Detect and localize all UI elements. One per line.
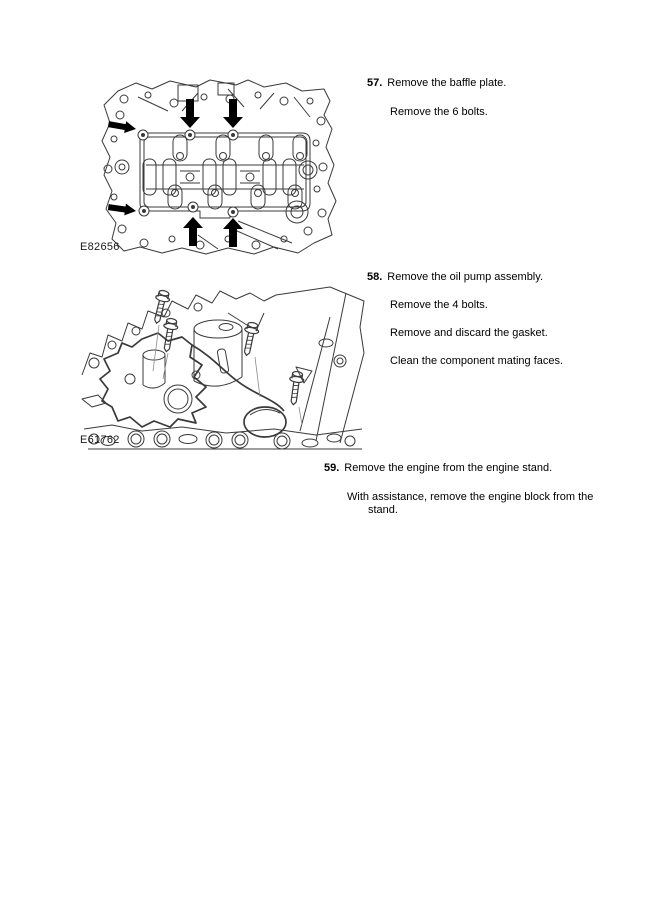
step-57 <box>367 77 653 119</box>
baffle-plate-illustration <box>78 77 340 258</box>
step-title-line <box>367 77 653 90</box>
bolt-icon <box>286 371 305 406</box>
arrow-right-icon <box>107 118 137 135</box>
step-substep: Remove the 6 bolts. <box>390 106 488 118</box>
step-59 <box>324 462 634 517</box>
pump-bolt-icons <box>150 289 305 406</box>
arrow-right-icon <box>107 201 136 217</box>
arrow-down-icon <box>223 99 243 128</box>
crankshaft-band <box>143 159 304 195</box>
bolt-leader-lines <box>153 325 302 425</box>
step-substep: Remove the 4 bolts. <box>390 299 488 311</box>
step-title: Remove the engine from the engine stand. <box>344 462 553 474</box>
step-number: 58. <box>367 271 383 283</box>
engine-block-outline <box>102 80 336 254</box>
step-substep: Clean the component mating faces. <box>390 355 564 367</box>
oil-pump-illustration <box>78 283 368 455</box>
step-title-line <box>324 462 634 475</box>
bolt-icon <box>240 321 261 357</box>
step-substep: Remove and discard the gasket. <box>390 327 548 339</box>
bolt-icon <box>159 317 179 352</box>
bearing-caps-row <box>84 425 362 449</box>
bolt-icon <box>150 289 172 325</box>
figure-oil-pump <box>78 283 368 455</box>
figure-label: E61762 <box>80 434 120 446</box>
baffle-plate <box>140 133 310 218</box>
figure-label: E82656 <box>80 241 120 253</box>
step-substep: With assistance, remove the engine block from the stand. <box>347 491 594 516</box>
step-number: 57. <box>367 77 383 89</box>
step-title: Remove the oil pump assembly. <box>387 271 543 283</box>
step-title: Remove the baffle plate. <box>387 77 507 89</box>
figure-baffle-plate <box>78 77 340 258</box>
arrow-down-icon <box>180 99 200 128</box>
pump-cylinder <box>194 320 242 386</box>
arrow-up-icon <box>183 217 203 246</box>
step-58 <box>367 271 653 368</box>
step-title-line <box>367 271 653 284</box>
step-number: 59. <box>324 462 340 474</box>
